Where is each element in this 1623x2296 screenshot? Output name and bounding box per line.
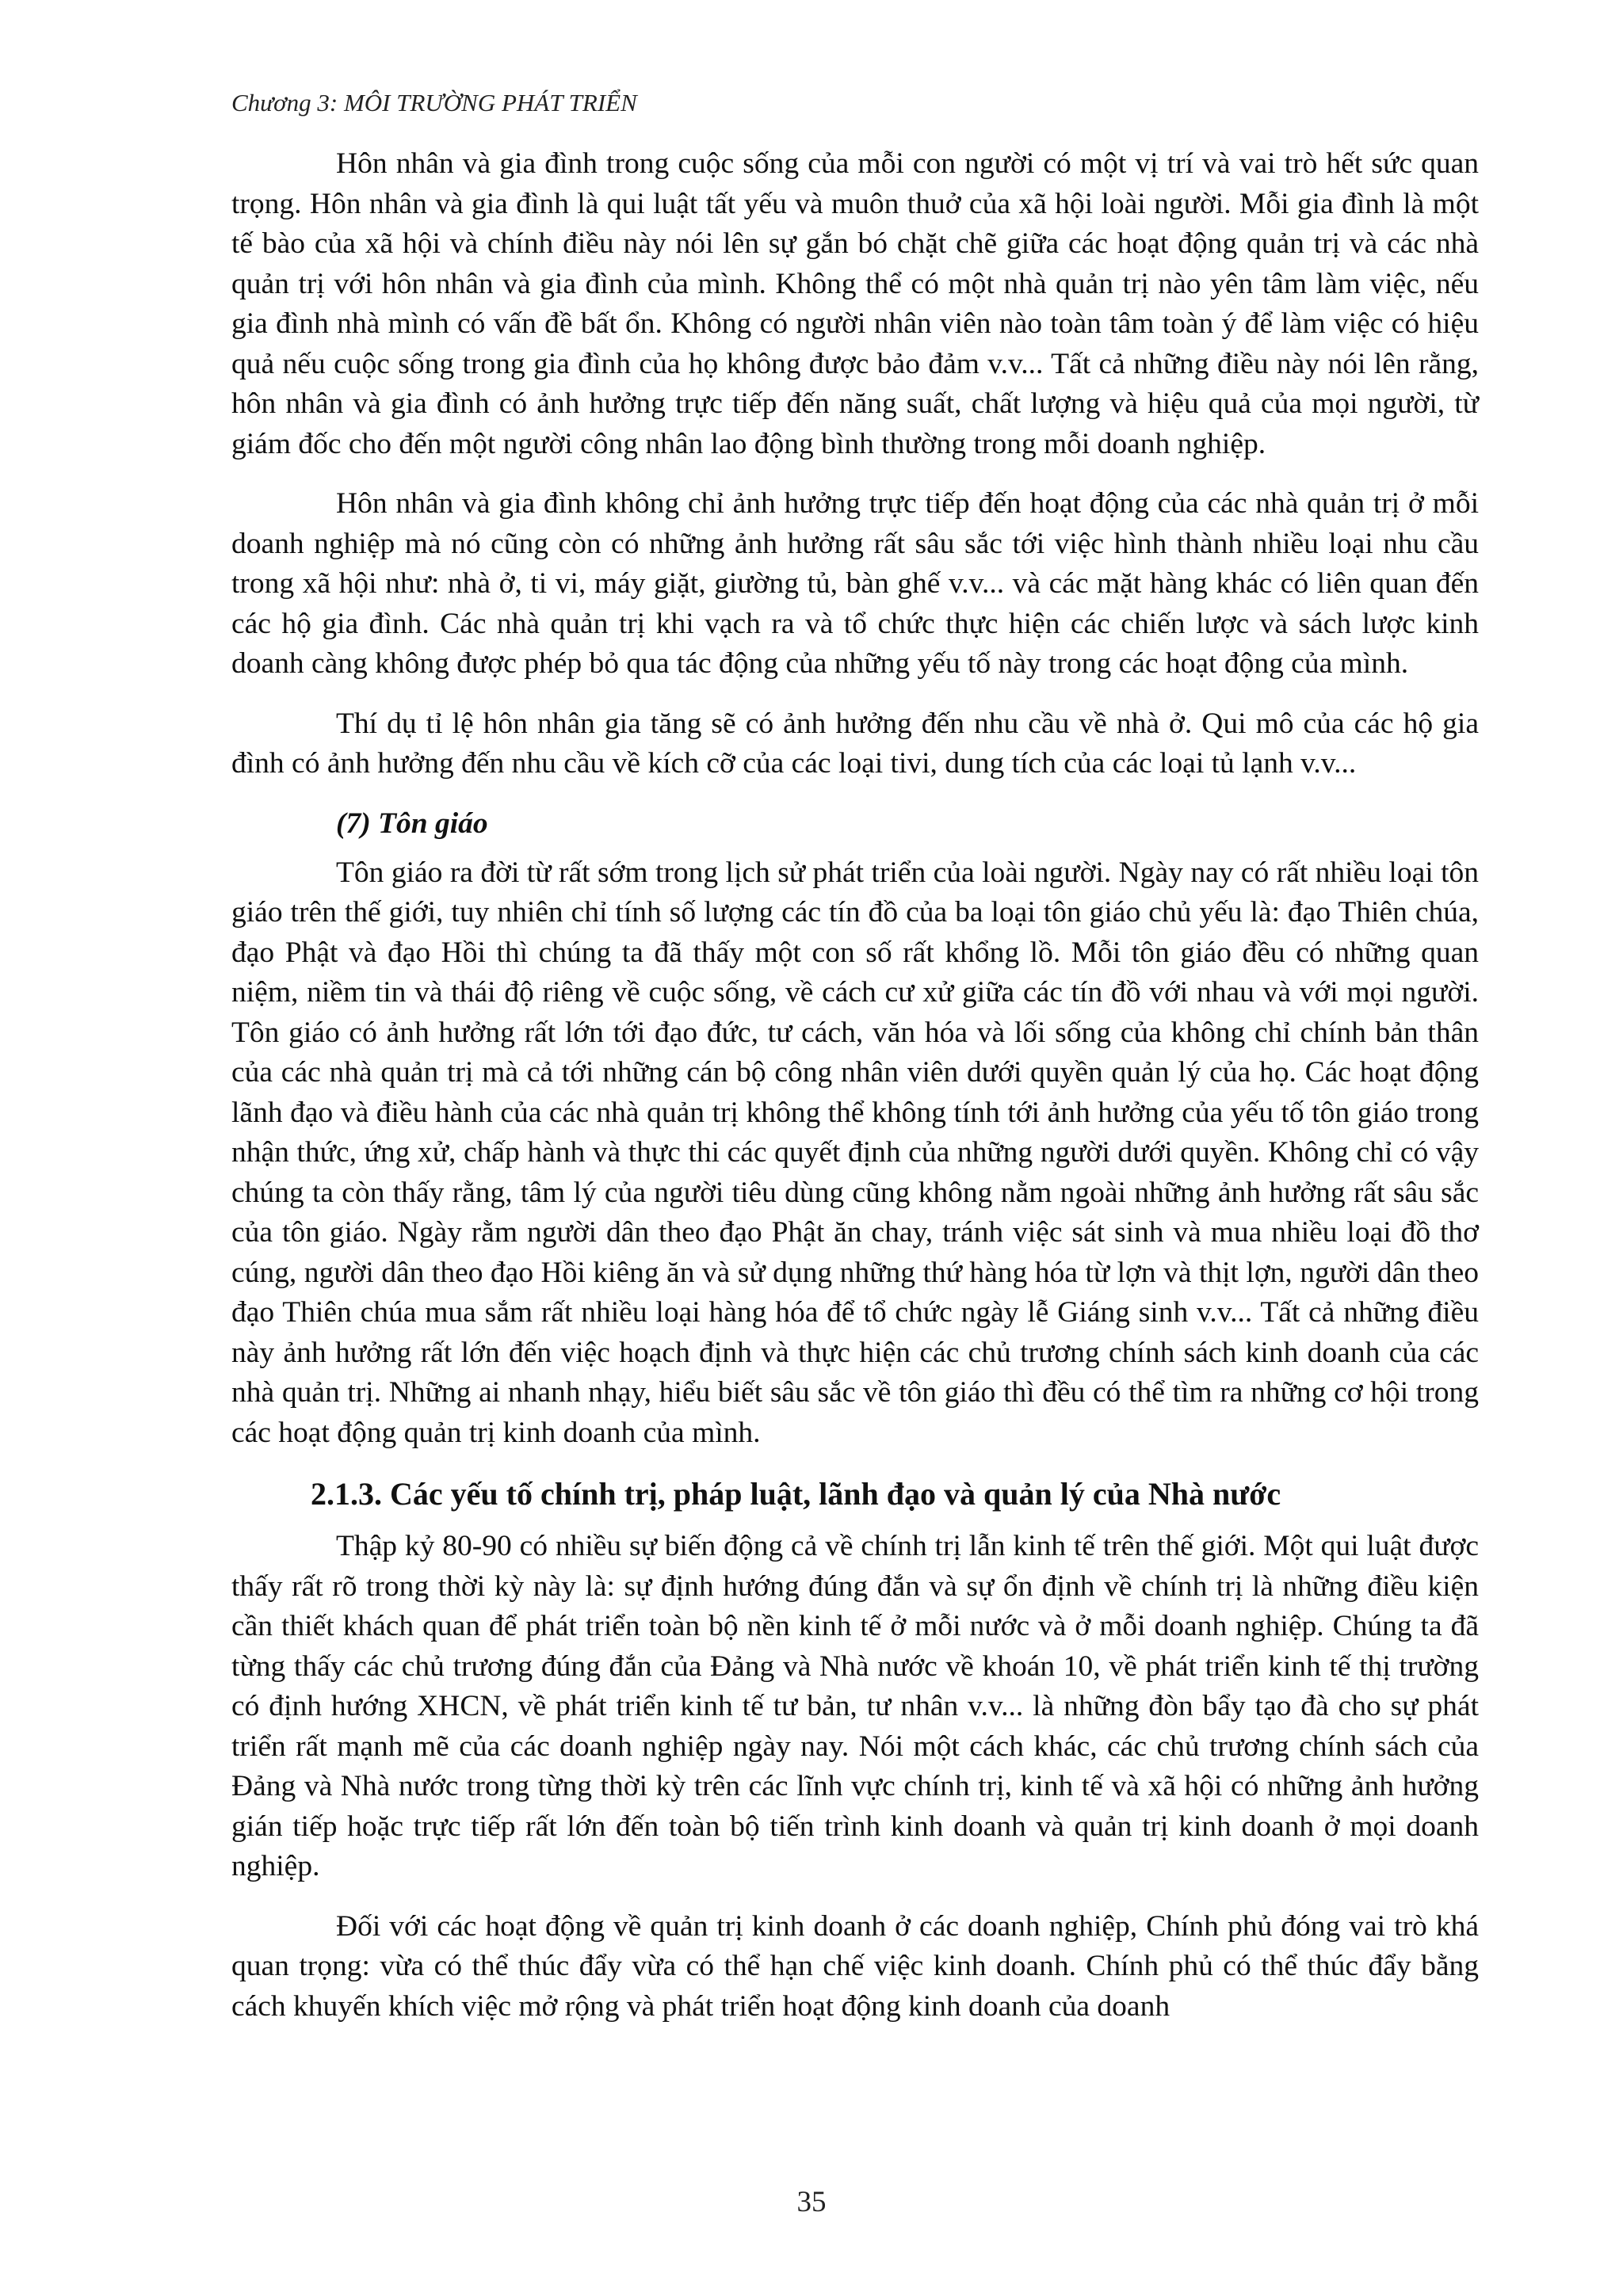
paragraph-marriage-demand: Hôn nhân và gia đình không chỉ ảnh hưởng trực tiếp đến hoạt động của các nhà quản trị ở mỗi doanh nghiệp mà nó cũng còn có những ảnh hưởng rất sâu sắc tới việc hình thành nhiều loại nhu cầu trong xã hội như: nhà ở, ti vi, máy giặt, giường tủ, bàn ghế v.v... và các mặt hàng khác có liên quan đến các hộ gia đình. Các nhà quản trị khi vạch ra và tổ chức thực hiện các chiến lược và sách lược kinh doanh càng không được phép bỏ qua tác động của những yếu tố này trong các hoạt động của mình.	[231, 487, 1479, 680]
paragraph-politics: Thập kỷ 80-90 có nhiều sự biến động cả về chính trị lẫn kinh tế trên thế giới. Một qui luật được thấy rất rõ trong thời kỳ này là: sự định hướng đúng đắn và sự ổn định về chính trị là những điều kiện cần thiết khách quan để phát triển toàn bộ nền kinh tế ở mỗi nước và ở mỗi doanh nghiệp. Chúng ta đã từng thấy các chủ trương đúng đắn của Đảng và Nhà nước về khoán 10, về phát triển kinh tế thị trường có định hướng XHCN, về phát triển kinh tế tư bản, tư nhân v.v... là những đòn bẩy tạo đà cho sự phát triển rất mạnh mẽ của các doanh nghiệp ngày nay. Nói một cách khác, các chủ trương chính sách của Đảng và Nhà nước trong từng thời kỳ trên các lĩnh vực chính trị, kinh tế và xã hội có những ảnh hưởng gián tiếp hoặc trực tiếp rất lớn đến toàn bộ tiến trình kinh doanh và quản trị kinh doanh ở mọi doanh nghiệp.	[231, 1530, 1479, 1882]
page-body	[231, 144, 1479, 2046]
subheading-religion: (7) Tôn giáo	[336, 807, 488, 840]
paragraph-marriage-family: Hôn nhân và gia đình trong cuộc sống của mỗi con người có một vị trí và vai trò hết sức quan trọng. Hôn nhân và gia đình là qui luật tất yếu và muôn thuở của xã hội loài người. Mỗi gia đình là một tế bào của xã hội và chính điều này nói lên sự gắn bó chặt chẽ giữa các hoạt động quản trị và các nhà quản trị với hôn nhân và gia đình của mình. Không thể có một nhà quản trị nào yên tâm làm việc, nếu gia đình nhà mình có vấn đề bất ổn. Không có người nhân viên nào toàn tâm toàn ý để làm việc có hiệu quả nếu cuộc sống trong gia đình của họ không được bảo đảm v.v... Tất cả những điều này nói lên rằng, hôn nhân và gia đình có ảnh hưởng trực tiếp đến năng suất, chất lượng và hiệu quả của mọi người, từ giám đốc cho đến một người công nhân lao động bình thường trong mỗi doanh nghiệp.	[231, 147, 1479, 460]
section-heading: 2.1.3. Các yếu tố chính trị, pháp luật, lãnh đạo và quản lý của Nhà nước	[311, 1476, 1281, 1512]
paragraph-government-role: Đối với các hoạt động về quản trị kinh doanh ở các doanh nghiệp, Chính phủ đóng vai trò khá quan trọng: vừa có thể thúc đẩy vừa có thể hạn chế việc kinh doanh. Chính phủ có thể thúc đẩy bằng cách khuyến khích việc mở rộng và phát triển hoạt động kinh doanh của doanh	[231, 1909, 1479, 2023]
chapter-header: Chương 3: MÔI TRƯỜNG PHÁT TRIỂN	[231, 89, 637, 116]
paragraph-religion: Tôn giáo ra đời từ rất sớm trong lịch sử phát triển của loài người. Ngày nay có rất nhiều loại tôn giáo trên thế giới, tuy nhiên chỉ tính số lượng các tín đồ của ba loại tôn giáo chủ yếu là: đạo Thiên chúa, đạo Phật và đạo Hồi thì chúng ta đã thấy một con số rất khổng lồ. Mỗi tôn giáo đều có những quan niệm, niềm tin và thái độ riêng về cuộc sống, về cách cư xử giữa các tín đồ với nhau và với mọi người. Tôn giáo có ảnh hưởng rất lớn tới đạo đức, tư cách, văn hóa và lối sống của không chỉ chính bản thân của các nhà quản trị mà cả tới những cán bộ công nhân viên dưới quyền quản lý của họ. Các hoạt động lãnh đạo và điều hành của các nhà quản trị không thể không tính tới ảnh hưởng của yếu tố tôn giáo trong nhận thức, ứng xử, chấp hành và thực thi các quyết định của những người dưới quyền. Không chỉ có vậy chúng ta còn thấy rằng, tâm lý của người tiêu dùng cũng không nằm ngoài những ảnh hưởng rất sâu sắc của tôn giáo. Ngày rằm người dân theo đạo Phật ăn chay, tránh việc sát sinh và mua nhiều loại đồ thơ cúng, người dân theo đạo Hồi kiêng ăn và sử dụng những thứ hàng hóa từ lợn và thịt lợn, người dân theo đạo Thiên chúa mua sắm rất nhiều loại hàng hóa để tổ chức ngày lễ Giáng sinh v.v... Tất cả những điều này ảnh hưởng rất lớn đến việc hoạch định và thực hiện các chủ trương chính sách kinh doanh của các nhà quản trị. Những ai nhanh nhạy, hiểu biết sâu sắc về tôn giáo thì đều có thể tìm ra những cơ hội trong các hoạt động quản trị kinh doanh của mình.	[231, 856, 1479, 1449]
paragraph-marriage-example: Thí dụ tỉ lệ hôn nhân gia tăng sẽ có ảnh hưởng đến nhu cầu về nhà ở. Qui mô của các hộ gia đình có ảnh hưởng đến nhu cầu về kích cỡ của các loại tivi, dung tích của các loại tủ lạnh v.v...	[231, 707, 1479, 780]
page-number: 35	[796, 2186, 827, 2218]
